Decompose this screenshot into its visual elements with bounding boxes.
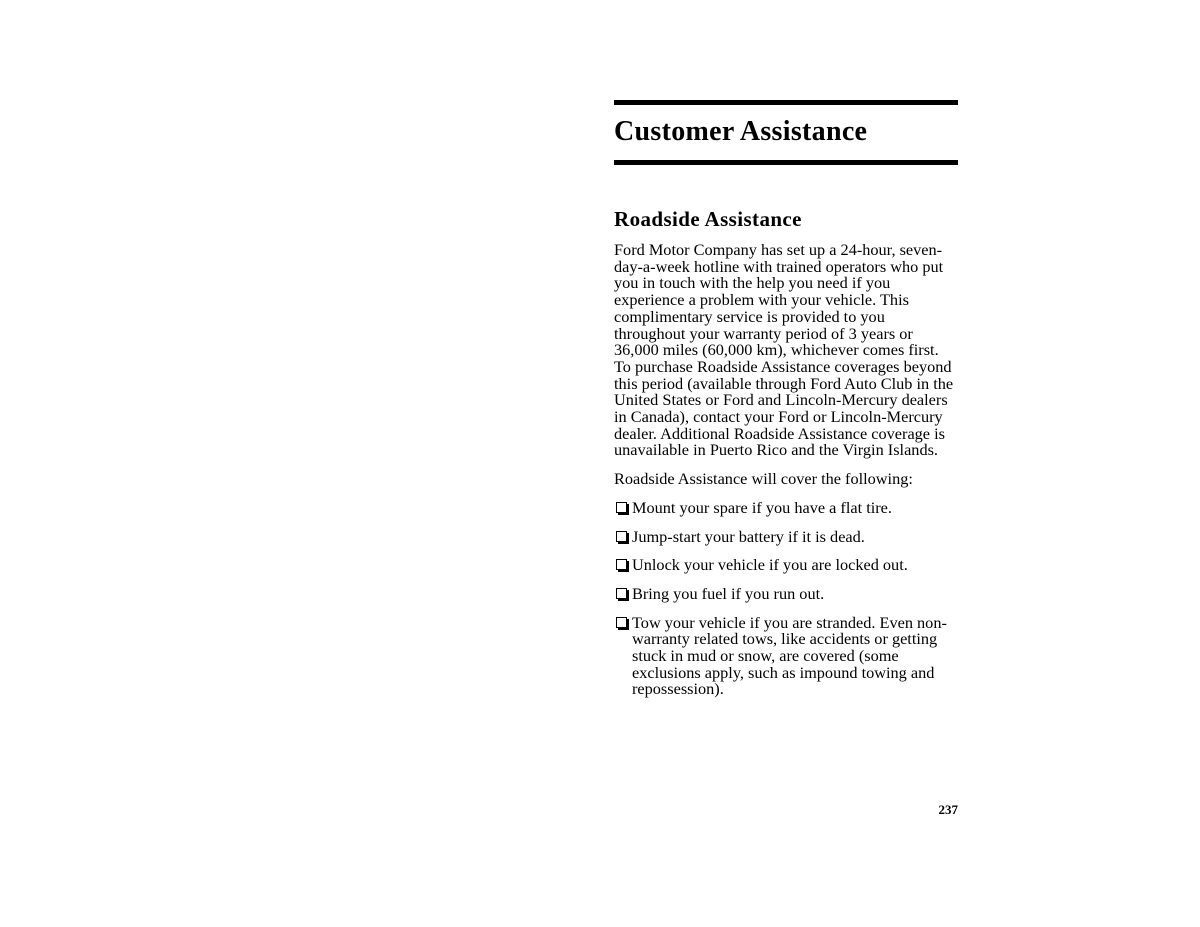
subsection-title: Roadside Assistance	[614, 207, 802, 231]
list-item	[614, 497, 959, 517]
checkbox-icon	[616, 559, 627, 570]
list-item	[614, 557, 959, 574]
header-rule-top	[614, 100, 958, 105]
list-intro: Roadside Assistance will cover the following:	[614, 469, 913, 489]
page-number: 237	[938, 802, 958, 817]
list-item-text: Jump-start your battery if it is dead.	[632, 526, 865, 546]
checkbox-icon	[616, 588, 627, 599]
section-title: Customer Assistance	[614, 116, 868, 147]
coverage-list	[614, 497, 959, 699]
body-paragraph: Ford Motor Company has set up a 24-hour, seven-day-a-week hotline with trained operators who put you in touch with the help you need if you experience a problem with your vehicle. This complimentary service is provided to you throughout your warranty period of 3 years or 36,000 miles (60,000 km), whichever comes first. To purchase Roadside Assistance coverages beyond this period (available through Ford Auto Club in the United States or Ford and Lincoln-Mercury dealers in Canada), contact your Ford or Lincoln-Mercury dealer. Additional Roadside Assistance coverage is unavailable in Puerto Rico and the Virgin Islands.	[614, 240, 954, 460]
list-item	[614, 612, 959, 699]
checkbox-icon	[616, 617, 627, 628]
roadside-assistance-section	[614, 204, 959, 710]
list-item-text: Mount your spare if you have a flat tire.	[632, 497, 892, 517]
checkbox-icon	[616, 502, 627, 513]
list-item-text: Bring you fuel if you run out.	[632, 583, 825, 603]
list-item	[614, 583, 959, 603]
list-item-text: Tow your vehicle if you are stranded. Even non-warranty related tows, like accidents or getting stuck in mud or snow, are covered (some exclusions apply, such as impound towing and repossession).	[632, 612, 947, 699]
header-rule-bottom	[614, 160, 958, 165]
list-item-text: Unlock your vehicle if you are locked out.	[632, 555, 908, 575]
checkbox-icon	[616, 531, 627, 542]
list-item	[614, 526, 959, 546]
